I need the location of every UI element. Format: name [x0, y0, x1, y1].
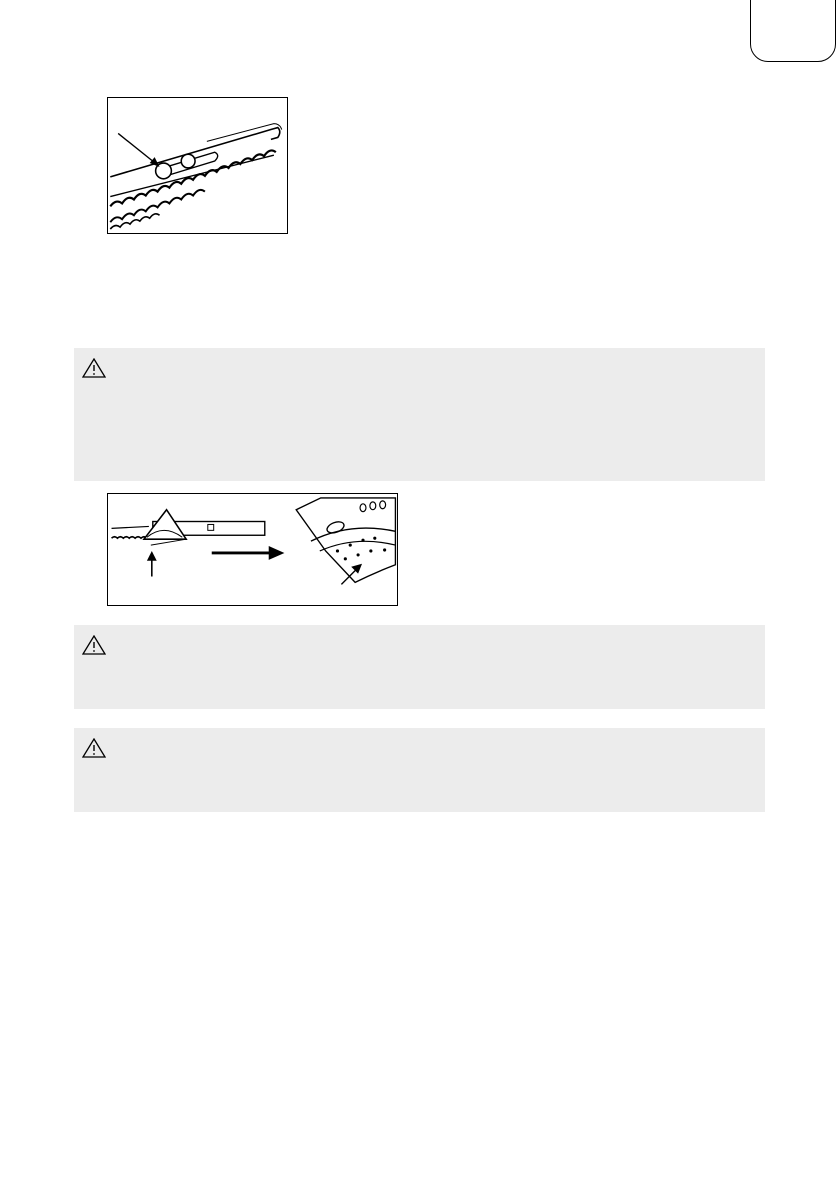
warning-triangle-icon	[82, 738, 106, 758]
warning-triangle-icon	[82, 635, 106, 655]
pad-illustration	[108, 494, 397, 605]
multitool-blade-and-pad-figure	[107, 493, 398, 606]
warning-box	[74, 348, 765, 481]
blade-illustration	[108, 98, 287, 233]
page-edge-tab	[750, 0, 836, 62]
warning-box	[74, 728, 765, 812]
jigsaw-blade-release-figure	[107, 97, 288, 234]
warning-triangle-icon	[82, 358, 106, 378]
warning-box	[74, 625, 765, 709]
